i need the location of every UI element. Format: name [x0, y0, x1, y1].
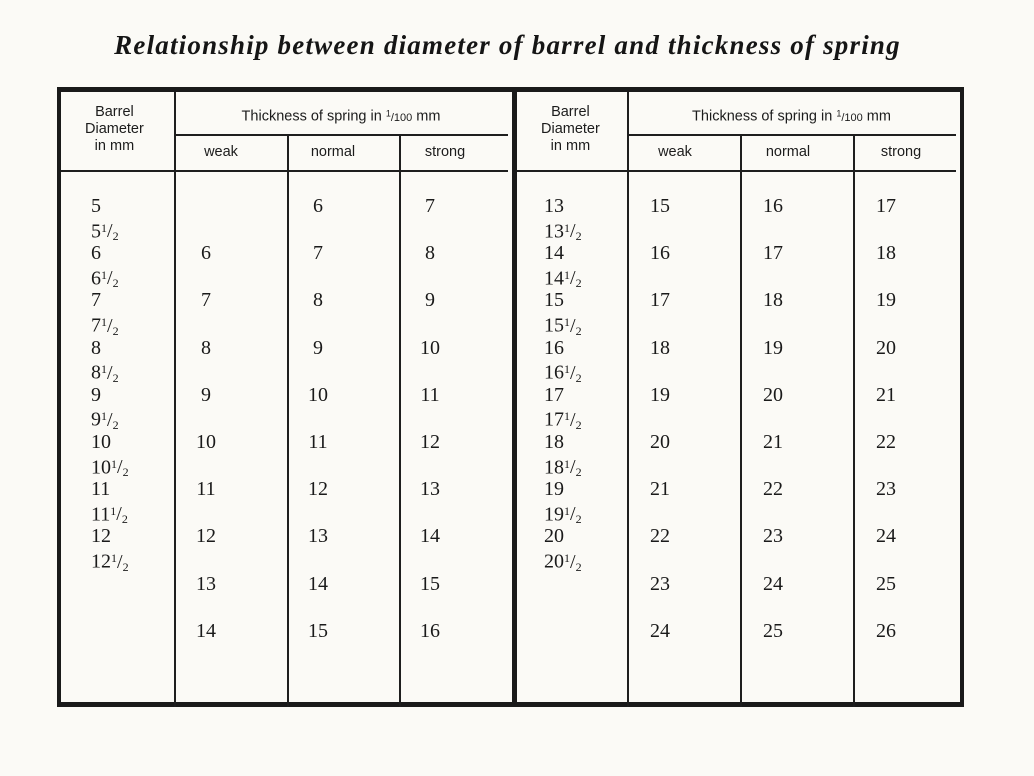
barrel-diameter-cell — [91, 289, 101, 312]
column-header-normal: normal — [310, 144, 356, 160]
thickness-value-normal: 24 — [763, 572, 783, 595]
diameter-half-fraction: $^1/_2$ — [111, 456, 129, 480]
thickness-value-normal: 13 — [308, 525, 328, 548]
barrel-diameter-header — [85, 104, 144, 155]
barrel-diameter-cell — [91, 384, 101, 407]
thickness-value-weak: 20 — [650, 431, 670, 453]
page-title: Relationship between diameter of barrel and thickness of spring — [114, 30, 901, 60]
diameter-whole: 12 — [91, 550, 111, 573]
thickness-value-strong: 23 — [876, 478, 896, 501]
thickness-value-weak: 15 — [650, 195, 670, 217]
thickness-value-strong: 24 — [876, 525, 896, 548]
thickness-header — [627, 108, 956, 125]
thickness-value-strong: 9 — [425, 289, 435, 312]
diameter-half-fraction: $^1/_2$ — [564, 456, 582, 480]
thickness-value-normal: 21 — [763, 431, 783, 453]
barrel-diameter-cell — [91, 525, 111, 548]
header-bottom-rule — [61, 170, 508, 172]
barrel-header-line: Barrel — [551, 104, 590, 120]
column-rule — [853, 136, 855, 707]
barrel-header-line: Barrel — [95, 104, 134, 120]
unit-slash: / — [390, 111, 394, 124]
thickness-value-normal: 15 — [308, 619, 328, 642]
thickness-value-strong: 10 — [420, 336, 440, 359]
thickness-value-normal: 14 — [308, 572, 328, 595]
diameter-half-fraction: $^1/_2$ — [110, 503, 128, 527]
thickness-value-normal: 19 — [763, 336, 783, 359]
column-header-strong: strong — [880, 144, 922, 160]
diameter-whole: 8 — [91, 361, 101, 384]
diameter-whole: 8 — [91, 336, 101, 359]
thickness-value-strong: 12 — [420, 431, 440, 453]
unit-fraction — [836, 108, 863, 124]
barrel-diameter-header — [541, 104, 600, 155]
column-rule — [740, 136, 742, 707]
thickness-value-weak: 10 — [196, 431, 216, 453]
thickness-value-normal: 12 — [308, 478, 328, 501]
unit-numerator: 1 — [385, 108, 391, 118]
diameter-half-fraction: $^1/_2$ — [101, 267, 119, 291]
thickness-value-weak: 7 — [201, 289, 211, 312]
spring-table — [57, 87, 964, 707]
thickness-value-weak: 8 — [201, 336, 211, 359]
thickness-value-weak: 16 — [650, 242, 670, 265]
diameter-whole: 5 — [91, 220, 101, 243]
column-header-weak: weak — [204, 144, 238, 160]
diameter-whole: 13 — [544, 220, 564, 243]
thickness-value-strong: 13 — [420, 478, 440, 501]
barrel-header-line: Diameter — [541, 121, 600, 137]
thickness-value-normal: 18 — [763, 289, 783, 312]
diameter-half-fraction: $^1/_2$ — [564, 361, 582, 385]
barrel-diameter-cell — [544, 289, 564, 312]
barrel-diameter-cell — [544, 478, 564, 501]
diameter-whole: 17 — [544, 383, 564, 406]
thickness-value-strong: 7 — [425, 195, 435, 217]
barrel-diameter-cell — [91, 549, 129, 577]
barrel-diameter-cell — [544, 337, 564, 360]
barrel-diameter-cell — [91, 242, 101, 265]
thickness-value-strong: 17 — [876, 195, 896, 217]
thickness-value-normal: 23 — [763, 525, 783, 548]
diameter-whole: 12 — [91, 525, 111, 548]
barrel-header-line: Diameter — [85, 121, 144, 137]
thickness-value-weak: 9 — [201, 383, 211, 406]
unit-fraction — [385, 108, 413, 124]
diameter-whole: 19 — [544, 478, 564, 501]
thickness-value-strong: 25 — [876, 572, 896, 595]
diameter-whole: 14 — [544, 242, 564, 265]
thickness-value-normal: 16 — [763, 195, 783, 217]
diameter-whole: 7 — [91, 314, 101, 337]
thickness-value-weak: 21 — [650, 478, 670, 501]
barrel-header-line: in mm — [550, 138, 591, 154]
diameter-whole: 16 — [544, 336, 564, 359]
thickness-value-normal: 6 — [313, 195, 323, 217]
column-header-normal: normal — [765, 144, 811, 160]
diameter-whole: 20 — [544, 525, 564, 548]
thickness-value-normal: 8 — [313, 289, 323, 312]
thickness-value-weak: 6 — [201, 242, 211, 265]
barrel-diameter-cell — [91, 478, 110, 501]
diameter-whole: 10 — [91, 456, 111, 479]
diameter-whole: 13 — [544, 195, 564, 217]
thickness-header-text: Thickness of spring in — [692, 108, 837, 125]
thickness-header-text: Thickness of spring in — [241, 108, 386, 125]
thickness-value-normal: 9 — [313, 336, 323, 359]
thickness-value-weak: 18 — [650, 336, 670, 359]
barrel-diameter-cell — [544, 195, 564, 218]
column-header-strong: strong — [424, 144, 466, 160]
thickness-value-weak: 11 — [196, 478, 216, 501]
thickness-value-strong: 26 — [876, 619, 896, 642]
thickness-value-normal: 25 — [763, 619, 783, 642]
thickness-value-weak: 19 — [650, 383, 670, 406]
barrel-header-line: in mm — [94, 138, 135, 154]
header-rule — [627, 134, 956, 136]
barrel-diameter-cell — [544, 242, 564, 265]
thickness-value-normal: 20 — [763, 383, 783, 406]
diameter-whole: 11 — [91, 503, 111, 526]
diameter-whole: 11 — [91, 478, 111, 501]
diameter-whole: 9 — [91, 383, 101, 406]
thickness-value-strong: 22 — [876, 431, 896, 453]
thickness-value-normal: 11 — [308, 431, 328, 453]
barrel-diameter-cell — [544, 431, 564, 454]
diameter-whole: 15 — [544, 314, 564, 337]
diameter-half-fraction: $^1/_2$ — [111, 550, 129, 574]
diameter-whole: 10 — [91, 431, 111, 453]
thickness-value-normal: 17 — [763, 242, 783, 265]
thickness-value-strong: 8 — [425, 242, 435, 265]
barrel-diameter-cell — [544, 384, 564, 407]
thickness-value-strong: 16 — [420, 619, 440, 642]
diameter-whole: 14 — [544, 267, 564, 290]
diameter-whole: 16 — [544, 361, 564, 384]
unit-slash: / — [841, 111, 845, 124]
diameter-whole: 7 — [91, 289, 101, 312]
unit-suffix: mm — [862, 108, 891, 125]
thickness-value-weak: 13 — [196, 572, 216, 595]
diameter-whole: 20 — [544, 550, 564, 573]
diameter-half-fraction: $^1/_2$ — [101, 314, 119, 338]
barrel-diameter-cell — [91, 431, 111, 454]
barrel-diameter-cell — [91, 195, 101, 218]
diameter-whole: 19 — [544, 503, 564, 526]
diameter-half-fraction: $^1/_2$ — [101, 361, 119, 385]
thickness-value-strong: 11 — [420, 383, 440, 406]
diameter-whole: 9 — [91, 409, 101, 432]
table-left-half — [61, 92, 512, 702]
diameter-whole: 18 — [544, 456, 564, 479]
unit-denominator: 100 — [844, 111, 863, 124]
thickness-value-strong: 15 — [420, 572, 440, 595]
column-rule — [627, 92, 629, 707]
thickness-value-strong: 21 — [876, 383, 896, 406]
diameter-half-fraction: $^1/_2$ — [101, 220, 119, 244]
diameter-whole: 6 — [91, 242, 101, 265]
thickness-value-weak: 23 — [650, 572, 670, 595]
thickness-value-normal: 10 — [308, 383, 328, 406]
thickness-value-strong: 20 — [876, 336, 896, 359]
diameter-half-fraction: $^1/_2$ — [564, 314, 582, 338]
diameter-whole: 18 — [544, 431, 564, 453]
diameter-half-fraction: $^1/_2$ — [101, 409, 119, 433]
unit-suffix: mm — [412, 108, 441, 125]
diameter-whole: 17 — [544, 409, 564, 432]
barrel-diameter-cell — [544, 549, 582, 577]
thickness-value-normal: 7 — [313, 242, 323, 265]
diameter-half-fraction: $^1/_2$ — [564, 220, 582, 244]
thickness-value-weak: 12 — [196, 525, 216, 548]
header-rule — [174, 134, 508, 136]
barrel-diameter-cell — [544, 525, 564, 548]
diameter-whole: 15 — [544, 289, 564, 312]
unit-denominator: 100 — [393, 111, 413, 124]
thickness-value-weak: 14 — [196, 619, 216, 642]
barrel-diameter-cell — [91, 337, 101, 360]
diameter-half-fraction: $^1/_2$ — [564, 409, 582, 433]
table-right-half — [517, 92, 960, 702]
diameter-whole: 5 — [91, 195, 101, 217]
thickness-value-strong: 18 — [876, 242, 896, 265]
diameter-half-fraction: $^1/_2$ — [564, 267, 582, 291]
diameter-whole: 6 — [91, 267, 101, 290]
column-header-weak: weak — [658, 144, 692, 160]
diameter-half-fraction: $^1/_2$ — [564, 503, 582, 527]
thickness-value-strong: 14 — [420, 525, 440, 548]
thickness-value-normal: 22 — [763, 478, 783, 501]
thickness-value-strong: 19 — [876, 289, 896, 312]
diameter-half-fraction: $^1/_2$ — [564, 550, 582, 574]
thickness-value-weak: 24 — [650, 619, 670, 642]
thickness-value-weak: 17 — [650, 289, 670, 312]
unit-numerator: 1 — [836, 108, 842, 118]
thickness-value-weak: 22 — [650, 525, 670, 548]
thickness-header — [174, 108, 508, 125]
header-bottom-rule — [517, 170, 956, 172]
